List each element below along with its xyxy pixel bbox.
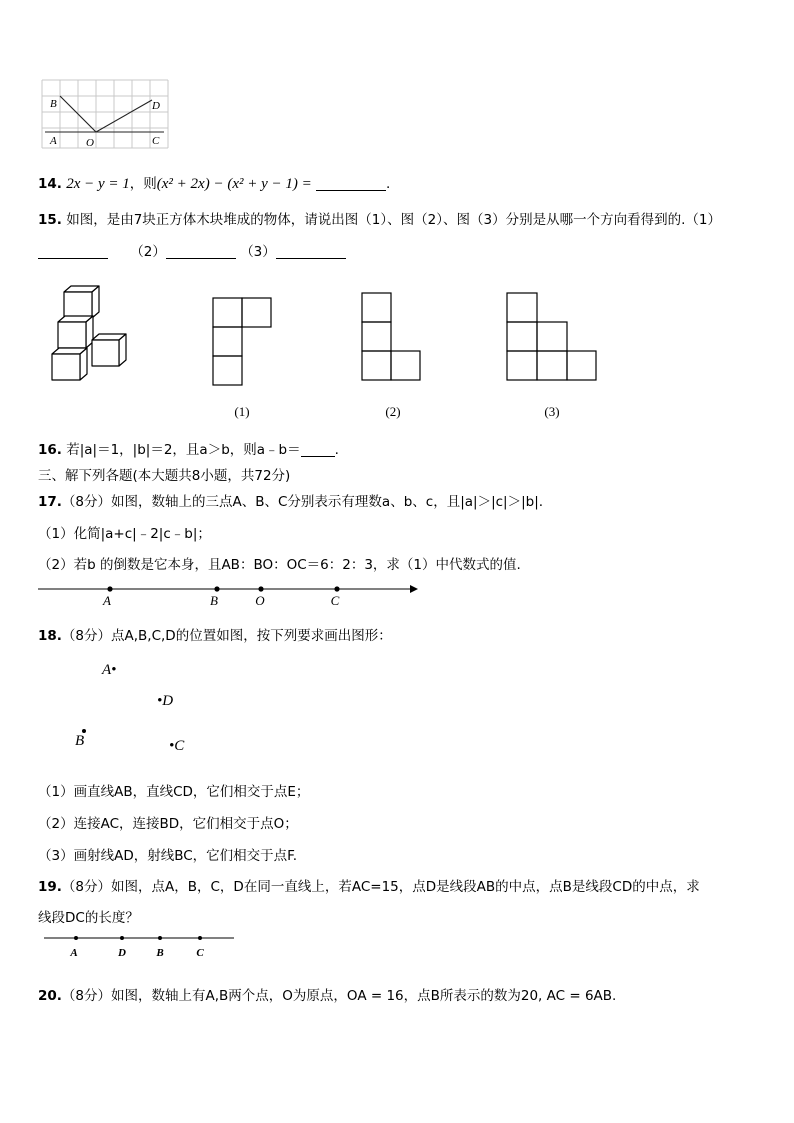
question-number: 19. — [38, 879, 62, 895]
question-number: 18. — [38, 628, 62, 644]
cube-stack-figure — [44, 284, 134, 384]
label-A: A — [50, 135, 57, 147]
end-mark: . — [334, 442, 339, 458]
answer-label-2: （2） — [130, 244, 166, 260]
seg-label-D: D — [118, 947, 126, 959]
question-17-sub2: （2）若b 的倒数是它本身，且AB：BO：OC＝6：2：3，求（1）中代数式的值. — [38, 557, 521, 573]
section-title: 三、解下列各题(本大题共8小题，共72分) — [38, 468, 291, 484]
axis-label-O: O — [255, 593, 265, 608]
question-14 — [38, 172, 390, 193]
view-label-1: (1) — [234, 404, 250, 419]
number-line-17 — [36, 580, 426, 608]
point-C: •C — [169, 738, 185, 754]
question-19-line2: 线段DC的长度？ — [38, 910, 139, 926]
question-number: 17. — [38, 494, 62, 510]
question-text: （8分）如图，点A，B，C，D在同一直线上，若AC=15，点D是线段AB的中点，点B是线段CD的中点，求 — [61, 879, 700, 895]
seg-label-A: A — [70, 947, 78, 959]
question-number: 20. — [38, 988, 62, 1004]
question-number: 15. — [38, 212, 62, 228]
question-text: （8分）点A,B,C,D的位置如图，按下列要求画出图形： — [61, 628, 392, 644]
condition-equation: 2x − y = 1 — [66, 176, 130, 192]
point-A: A• — [102, 662, 117, 678]
question-16 — [38, 438, 339, 458]
end-mark: . — [386, 176, 391, 192]
seg-label-C: C — [196, 947, 204, 959]
question-number: 14. — [38, 176, 62, 192]
label-B: B — [50, 98, 57, 110]
answer-blank[interactable] — [301, 442, 335, 457]
question-17 — [38, 490, 543, 510]
label-C: C — [152, 135, 160, 147]
question-17-sub1: （1）化简|a+c|﹣2|c﹣b|； — [38, 526, 211, 542]
question-18-sub3: （3）画射线AD，射线BC，它们相交于点F. — [38, 848, 298, 864]
view-figure-1 — [205, 290, 295, 420]
segment-figure-19 — [42, 932, 242, 960]
view-figure-2 — [354, 285, 444, 420]
question-text: 如图，是由7块正方体木块堆成的物体，请说出图（1）、图（2）、图（3）分别是从哪一个方向看得到的.（1） — [66, 212, 721, 228]
answer-label-3: （3） — [240, 244, 276, 260]
answer-blank[interactable] — [316, 176, 386, 191]
question-15 — [38, 208, 721, 228]
expression: (x² + 2x) − (x² + y − 1) = — [156, 176, 312, 192]
connector-text: ，则 — [129, 176, 157, 192]
question-number: 16. — [38, 442, 62, 458]
label-O: O — [86, 137, 94, 149]
question-18-sub2: （2）连接AC，连接BD，它们相交于点O； — [38, 816, 298, 832]
question-text: （8分）如图，数轴上的三点A、B、C分别表示有理数a、b、c，且|a|＞|c|＞|b|. — [61, 494, 544, 510]
angle-grid-figure — [40, 78, 172, 153]
point-B: B — [75, 733, 85, 749]
view-label-2: (2) — [385, 404, 401, 419]
view-figure-3 — [499, 285, 609, 420]
question-text: 若|a|＝1，|b|＝2，且a＞b，则a﹣b＝ — [66, 442, 301, 458]
question-text: （8分）如图，数轴上有A,B两个点，O为原点，OA = 16，点B所表示的数为20, AC = 6AB. — [61, 988, 617, 1004]
question-18-sub1: （1）画直线AB，直线CD，它们相交于点E； — [38, 784, 310, 800]
axis-label-A: A — [103, 593, 111, 608]
label-D: D — [152, 100, 160, 112]
axis-label-C: C — [330, 593, 340, 608]
answer-blank-1[interactable] — [38, 244, 108, 259]
answer-blank-3[interactable] — [276, 244, 346, 259]
axis-label-B: B — [210, 593, 218, 608]
point-D: •D — [157, 693, 174, 709]
question-15-answers — [38, 240, 346, 260]
answer-blank-2[interactable] — [166, 244, 236, 259]
question-20 — [38, 984, 616, 1004]
view-label-3: (3) — [544, 404, 560, 419]
question-19 — [38, 875, 700, 895]
seg-label-B: B — [156, 947, 164, 959]
question-18 — [38, 624, 392, 644]
